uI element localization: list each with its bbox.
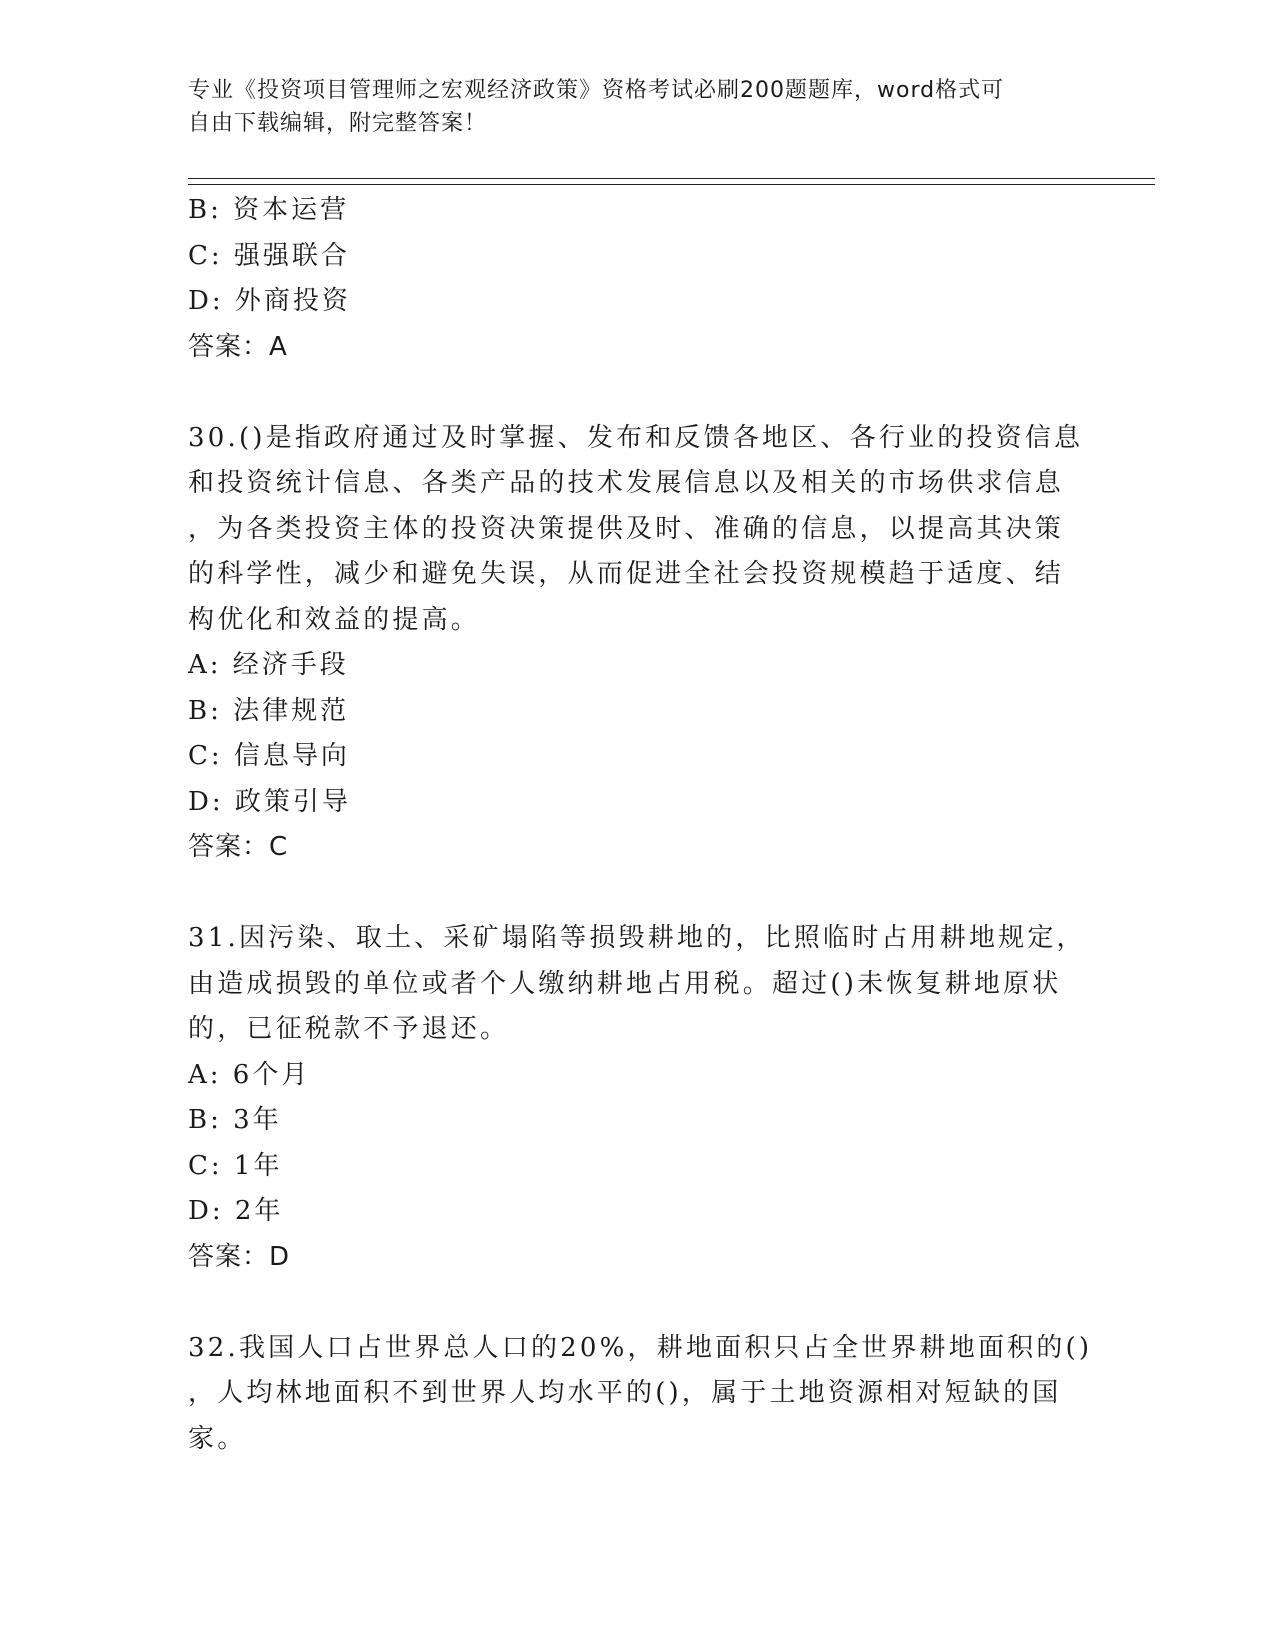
question-stem-line: 32.我国人口占世界总人口的20%，耕地面积只占全世界耕地面积的() [188, 1332, 1093, 1363]
question-stem-line: 家。 [188, 1423, 247, 1454]
option-b: B: 资本运营 [188, 195, 350, 225]
option-a: A: 6个月 [188, 1059, 311, 1090]
question-stem-line: 由造成损毁的单位或者个人缴纳耕地占用税。超过()未恢复耕地原状 [188, 968, 1062, 999]
option-c: C: 强强联合 [188, 240, 350, 271]
spacer [188, 1280, 1088, 1326]
spacer [188, 871, 1088, 917]
option-a: A: 经济手段 [188, 650, 349, 680]
document-header [188, 74, 1068, 140]
header-divider-top [188, 178, 1155, 179]
question-31 [188, 916, 1088, 1280]
option-b: B: 法律规范 [188, 695, 350, 726]
spacer [188, 370, 1088, 416]
question-stem-line: 30.()是指政府通过及时掌握、发布和反馈各地区、各行业的投资信息 [188, 422, 1084, 453]
question-32 [188, 1326, 1093, 1463]
question-stem-line: ，为各类投资主体的投资决策提供及时、准确的信息，以提高其决策 [188, 513, 1065, 544]
option-c: C: 信息导向 [188, 741, 350, 771]
option-d: D: 政策引导 [188, 786, 351, 817]
option-d: D: 外商投资 [188, 286, 351, 316]
question-30 [188, 416, 1088, 871]
question-29-continued [188, 188, 1088, 370]
option-d: D: 2年 [188, 1196, 284, 1226]
answer-line: 答案：C [188, 832, 289, 862]
question-stem-line: 31.因污染、取土、采矿塌陷等损毁耕地的，比照临时占用耕地规定， [188, 923, 1086, 953]
header-line-2: 自由下载编辑，附完整答案！ [188, 111, 488, 136]
question-list [188, 188, 1093, 1462]
header-line-1: 专业《投资项目管理师之宏观经济政策》资格考试必刷200题题库，word格式可 [188, 78, 1005, 103]
option-b: B: 3年 [188, 1105, 282, 1135]
option-c: C: 1年 [188, 1150, 283, 1181]
header-divider-bottom [188, 184, 1155, 185]
question-stem-line: 的，已征税款不予退还。 [188, 1014, 510, 1044]
question-stem-line: 构优化和效益的提高。 [188, 604, 481, 635]
question-stem-line: 和投资统计信息、各类产品的技术发展信息以及相关的市场供求信息 [188, 468, 1065, 498]
question-stem-line: 的科学性，减少和避免失误，从而促进全社会投资规模趋于适度、结 [188, 559, 1065, 589]
question-stem-line: ，人均林地面积不到世界人均水平的()，属于土地资源相对短缺的国 [188, 1378, 1062, 1408]
answer-line: 答案：A [188, 331, 288, 362]
answer-line: 答案：D [188, 1241, 291, 1272]
